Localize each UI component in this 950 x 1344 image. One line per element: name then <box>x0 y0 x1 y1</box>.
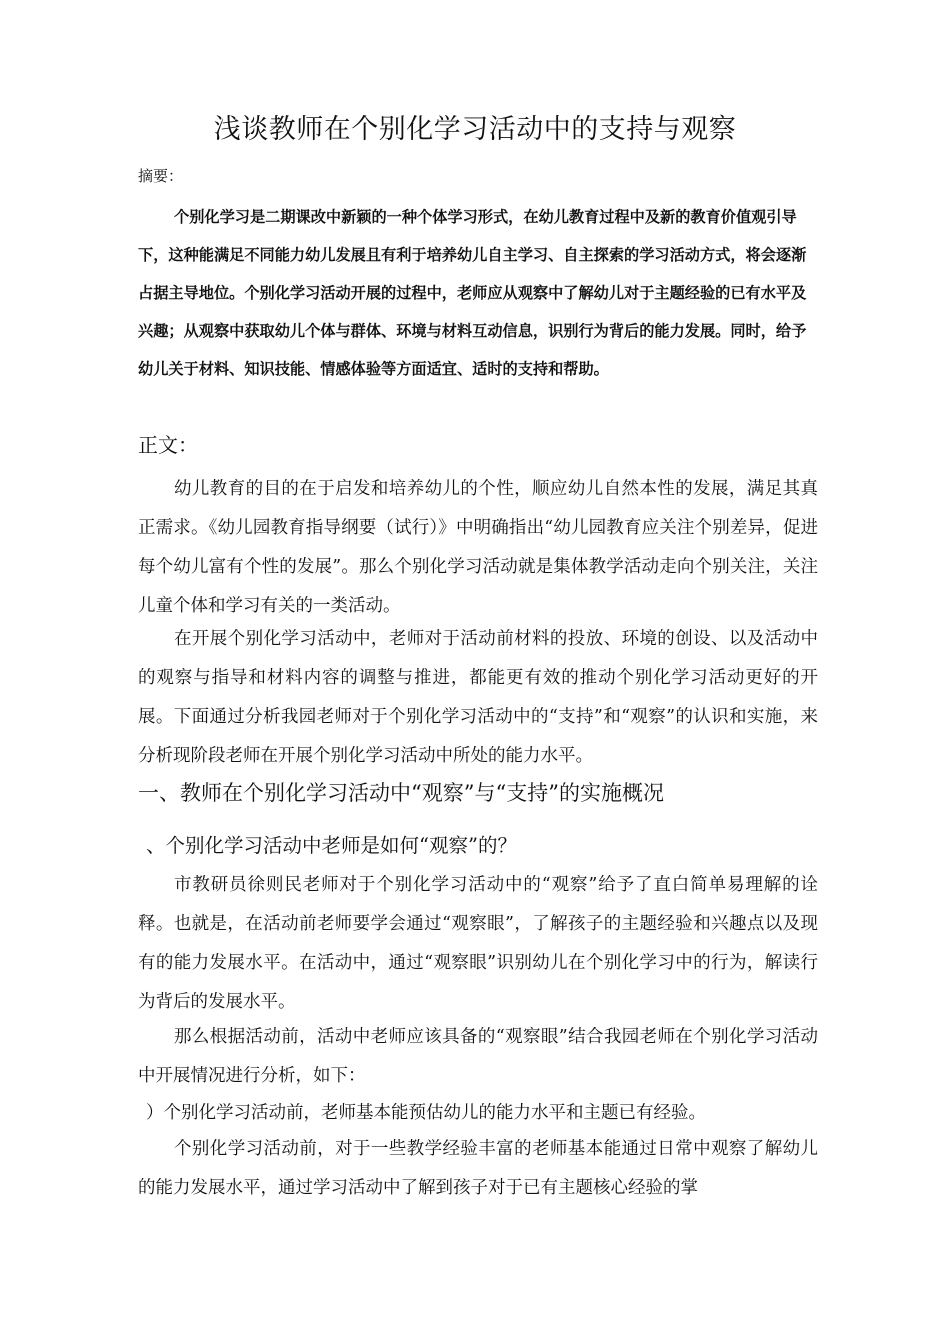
paragraph-5: 个别化学习活动前，对于一些教学经验丰富的老师基本能通过日常中观察了解幼儿的能力发展水平，通过学习活动中了解到孩子对于已有主题核心经验的掌 <box>138 1139 818 1198</box>
subsection-heading-1: 、个别化学习活动中老师是如何“观察”的？ <box>146 834 517 857</box>
paragraph-1: 幼儿教育的目的在于启发和培养幼儿的个性，顺应幼儿自然本性的发展，满足其真正需求。《幼儿园教育指导纲要（试行）》中明确指出“幼儿园教育应关注个别差异，促进每个幼儿富有个性的发展”。那么个别化学习活动就是集体教学活动走向个别关注，关注儿童个体和学习有关的一类活动。 <box>138 479 818 616</box>
document-title: 浅谈教师在个别化学习活动中的支持与观察 <box>213 114 737 145</box>
paragraph-4: 那么根据活动前，活动中老师应该具备的“观察眼”结合我园老师在个别化学习活动中开展情况进行分析，如下： <box>138 1027 818 1086</box>
paragraph-2: 在开展个别化学习活动中，老师对于活动前材料的投放、环境的创设、以及活动中的观察与指导和材料内容的调整与推进，都能更有效的推动个别化学习活动更好的开展。下面通过分析我园老师对于个别化学习活动中的“支持”和“观察”的认识和实施，来分析现阶段老师在开展个别化学习活动中所处的能力水平。 <box>138 629 818 766</box>
abstract-text: 个别化学习是二期课改中新颖的一种个体学习形式，在幼儿教育过程中及新的教育价值观引导下，这种能满足不同能力幼儿发展且有利于培养幼儿自主学习、自主探索的学习活动方式，将会逐渐占据主导地位。个别化学习活动开展的过程中，老师应从观察中了解幼儿对于主题经验的已有水平及兴趣；从观察中获取幼儿个体与群体、环境与材料互动信息，识别行为背后的能力发展。同时，给予幼儿关于材料、知识技能、情感体验等方面适宜、适时的支持和帮助。 <box>138 208 807 378</box>
section-heading-1: 一、教师在个别化学习活动中“观察”与“支持”的实施概况 <box>138 781 664 805</box>
paragraph-3: 市教研员徐则民老师对于个别化学习活动中的“观察”给予了直白简单易理解的诠释。也就是，在活动前老师要学会通过“观察眼”，了解孩子的主题经验和兴趣点以及现有的能力发展水平。在活动中，通过“观察眼”识别幼儿在个别化学习中的行为，解读行为背后的发展水平。 <box>138 875 818 1012</box>
abstract-label: 摘要： <box>138 167 184 185</box>
list-item-1: ）个别化学习活动前，老师基本能预估幼儿的能力水平和主题已有经验。 <box>146 1103 706 1123</box>
body-label: 正文： <box>138 433 198 457</box>
